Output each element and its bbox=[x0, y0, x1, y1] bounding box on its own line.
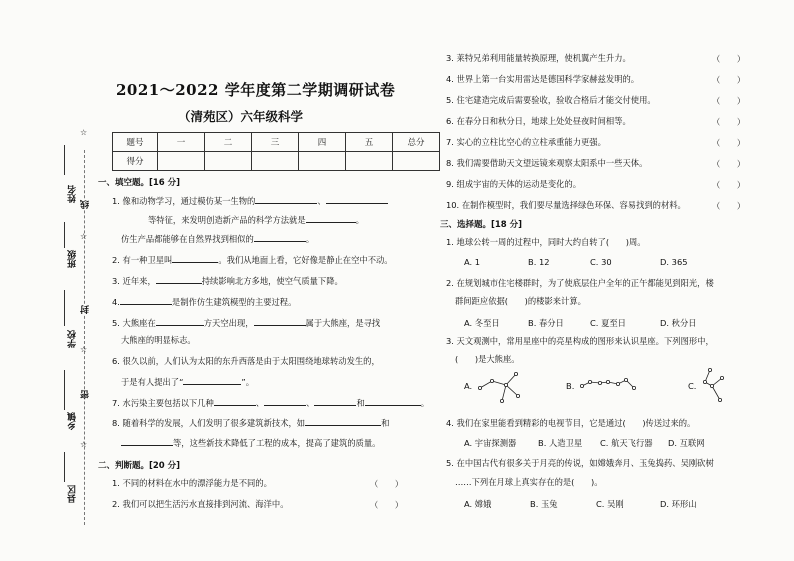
s1-q2-blank[interactable] bbox=[172, 253, 218, 263]
s1-q1-text-a: 1. 像和动物学习，通过模仿某一生物的 bbox=[112, 196, 256, 206]
s1-q5-text-a: 5. 大熊座在 bbox=[112, 318, 156, 328]
s3-q2-opt-b[interactable]: B. 春分日 bbox=[528, 318, 564, 328]
s3-q1-opt-a[interactable]: A. 1 bbox=[464, 257, 481, 267]
score-cell[interactable] bbox=[158, 152, 205, 171]
s3-q4: 4. 我们在家里能看到精彩的电视节目，它是通过( )传送过来的。 bbox=[446, 418, 696, 428]
s1-q2-text-b: 。我们从地面上看，它好像是静止在空中不动。 bbox=[218, 255, 393, 265]
s1-q5-line2: 大熊座的明显标志。 bbox=[121, 335, 196, 345]
s1-q4 bbox=[112, 295, 296, 308]
s2-q6-answer[interactable]: （ ） bbox=[712, 117, 746, 127]
name-label: 姓名 bbox=[68, 185, 78, 203]
s1-q8-text-a: 8. 随着科学的发展，人们发明了很多建筑新技术，如 bbox=[112, 418, 306, 428]
s3-q3-line2: ( )是大熊座。 bbox=[455, 354, 520, 364]
section3-heading: 三、选择题。[18 分] bbox=[440, 220, 523, 230]
s1-q7-text-b: 和 bbox=[356, 398, 365, 408]
s3-q1: 1. 地球公转一周的过程中，同时大约自转了( )周。 bbox=[446, 237, 646, 247]
score-table bbox=[112, 132, 440, 171]
s1-q1-line3: 仿生产品都能够在自然界找到相似的 。 bbox=[121, 234, 315, 244]
score-header-cell: 五 bbox=[346, 133, 393, 152]
s3-q1-opt-b[interactable]: B. 12 bbox=[528, 257, 550, 267]
s1-q8-blank-1[interactable] bbox=[305, 416, 381, 426]
s2-q3-answer[interactable]: （ ） bbox=[712, 54, 746, 64]
s2-q2: 2. 我们可以把生活污水直接排到河流、海洋中。 bbox=[112, 499, 289, 509]
s1-q3-blank[interactable] bbox=[156, 274, 202, 284]
s2-q5: 5. 住宅建造完成后需要验收，验收合格后才能交付使用。 bbox=[446, 95, 656, 105]
s2-q4-answer[interactable]: （ ） bbox=[712, 75, 746, 85]
star-mark-3: ☆ bbox=[80, 345, 88, 354]
score-cell[interactable] bbox=[252, 152, 299, 171]
star-mark-4: ☆ bbox=[80, 440, 88, 449]
s3-q2-line2: 群间距应依据( )的楼影来计算。 bbox=[455, 296, 586, 306]
score-header-cell: 一 bbox=[158, 133, 205, 152]
s1-q2-text-a: 2. 有一种卫星叫 bbox=[112, 255, 173, 265]
s1-q7-text-a: 7. 水污染主要包括以下几种 bbox=[112, 398, 214, 408]
s1-q1-blank-4[interactable] bbox=[254, 232, 306, 242]
s3-q1-opt-d[interactable]: D. 365 bbox=[660, 257, 688, 267]
s1-q5-blank-1[interactable] bbox=[156, 316, 204, 326]
s2-q3: 3. 莱特兄弟利用能量转换原理，使机翼产生升力。 bbox=[446, 53, 631, 63]
school-label: 学校 bbox=[68, 330, 78, 348]
secret-mark: 密 bbox=[81, 390, 91, 399]
star-mark-1: ☆ bbox=[80, 128, 88, 137]
score-cell[interactable] bbox=[393, 152, 440, 171]
s3-q4-opt-b[interactable]: B. 人造卫星 bbox=[538, 438, 583, 448]
score-header-cell: 总分 bbox=[393, 133, 440, 152]
s1-q1-blank-1[interactable] bbox=[255, 194, 317, 204]
s1-q1-text-b: 等特征，来发明创造新产品的科学方法就是 bbox=[148, 215, 306, 225]
section2-heading: 二、判断题。[20 分] bbox=[98, 461, 181, 471]
s3-q5-opt-d[interactable]: D. 环形山 bbox=[660, 499, 697, 509]
constellation-a-icon bbox=[476, 368, 522, 408]
s1-q3-text-b: 持续影响北方多地，使空气质量下降。 bbox=[201, 276, 343, 286]
s1-q6-line1: 6. 很久以前，人们认为太阳的东升西落是由于太阳围绕地球转动发生的， bbox=[112, 356, 380, 366]
score-cell[interactable] bbox=[346, 152, 393, 171]
s1-q4-text-a: 4. bbox=[112, 297, 120, 307]
s3-q5-opt-a[interactable]: A. 嫦娥 bbox=[464, 499, 492, 509]
s3-q1-opt-c[interactable]: C. 30 bbox=[590, 257, 612, 267]
s1-q5-blank-2[interactable] bbox=[254, 316, 306, 326]
s3-q2-line1: 2. 在规划城市住宅楼群时，为了使底层住户全年的正午都能见到阳光，楼 bbox=[446, 278, 714, 288]
s3-q5-opt-b[interactable]: B. 玉兔 bbox=[530, 499, 558, 509]
s1-q3-text-a: 3. 近年来， bbox=[112, 276, 156, 286]
s1-q1-blank-2[interactable] bbox=[326, 194, 388, 204]
s2-q7-answer[interactable]: （ ） bbox=[712, 138, 746, 148]
s2-q9: 9. 组成宇宙的天体的运动是变化的。 bbox=[446, 179, 582, 189]
s1-q8-line1 bbox=[112, 416, 389, 429]
town-label: 乡镇 bbox=[68, 412, 78, 430]
score-header-cell: 三 bbox=[252, 133, 299, 152]
s2-q1-answer[interactable]: （ ） bbox=[370, 479, 404, 489]
score-header-cell: 题号 bbox=[113, 133, 158, 152]
s1-q5-line1 bbox=[112, 316, 380, 329]
score-header-cell: 四 bbox=[299, 133, 346, 152]
s3-q3-opt-c[interactable]: C. bbox=[688, 381, 697, 391]
s1-q7-blank-4[interactable] bbox=[365, 396, 421, 406]
s1-q1-line2: 等特征，来发明创造新产品的科学方法就是 。 bbox=[148, 215, 364, 225]
section1-heading: 一、填空题。[16 分] bbox=[98, 178, 181, 188]
s1-q8-line2 bbox=[121, 436, 380, 449]
s1-q5-text-c: 属于大熊座，是寻找 bbox=[305, 318, 381, 328]
constellation-c-icon bbox=[700, 366, 730, 406]
s2-q9-answer[interactable]: （ ） bbox=[712, 180, 746, 190]
s2-q6: 6. 在春分日和秋分日，地球上处处昼夜时间相等。 bbox=[446, 116, 631, 126]
s3-q2-opt-c[interactable]: C. 夏至日 bbox=[590, 318, 626, 328]
s2-q5-answer[interactable]: （ ） bbox=[712, 96, 746, 106]
s1-q1-text-c: 仿生产品都能够在自然界找到相似的 bbox=[121, 234, 254, 244]
s3-q2-opt-d[interactable]: D. 秋分日 bbox=[660, 318, 697, 328]
s1-q6-text-c: ”。 bbox=[241, 377, 254, 387]
s3-q4-opt-c[interactable]: C. 航天飞行器 bbox=[600, 438, 653, 448]
county-label: 县区 bbox=[68, 485, 78, 503]
school-blank-line bbox=[64, 290, 65, 326]
s3-q4-opt-d[interactable]: D. 互联网 bbox=[668, 438, 705, 448]
s1-q6-blank[interactable] bbox=[183, 375, 241, 385]
s1-q4-blank[interactable] bbox=[120, 295, 172, 305]
score-header-cell: 二 bbox=[205, 133, 252, 152]
s1-q2 bbox=[112, 253, 393, 266]
s3-q3-opt-b[interactable]: B. bbox=[566, 381, 575, 391]
s2-q8: 8. 我们需要借助天文望远镜来观察太阳系中一些天体。 bbox=[446, 158, 648, 168]
star-mark-2: ☆ bbox=[80, 232, 88, 241]
exam-title: 2021～2022 学年度第二学期调研试卷 bbox=[116, 81, 396, 99]
s1-q8-text-c: 等，这些新技术降低了工程的成本，提高了建筑的质量。 bbox=[173, 438, 381, 448]
county-blank-line bbox=[64, 452, 65, 482]
class-blank-line bbox=[64, 222, 65, 248]
s2-q7: 7. 实心的立柱比空心的立柱承重能力更强。 bbox=[446, 137, 606, 147]
s2-q8-answer[interactable]: （ ） bbox=[712, 159, 746, 169]
s3-q3-line1: 3. 天文观测中，常用星座中的亮星构成的图形来认识星座。下列图形中， bbox=[446, 336, 714, 346]
s3-q3-opt-a[interactable]: A. bbox=[464, 381, 473, 391]
seal-mark: 封 bbox=[81, 305, 91, 314]
s1-q5-text-b: 方天空出现， bbox=[203, 318, 254, 328]
s1-q3 bbox=[112, 274, 343, 287]
score-cell[interactable] bbox=[299, 152, 346, 171]
s2-q2-answer[interactable]: （ ） bbox=[370, 500, 404, 510]
s2-q10: 10. 在制作模型时，我们要尽量选择绿色环保、容易找到的材料。 bbox=[446, 200, 686, 210]
s3-q5-line2: ……下列在月球上真实存在的是( )。 bbox=[455, 477, 603, 487]
s3-q5-line1: 5. 在中国古代有很多关于月亮的传说，如嫦娥奔月、玉兔捣药、吴刚砍树 bbox=[446, 458, 714, 468]
s1-q6-text-b: 于是有人提出了“ bbox=[121, 377, 184, 387]
s2-q1: 1. 不同的材料在水中的漂浮能力是不同的。 bbox=[112, 478, 272, 488]
s2-q4: 4. 世界上第一台实用雷达是德国科学家赫兹发明的。 bbox=[446, 74, 640, 84]
s1-q8-blank-2[interactable] bbox=[121, 436, 173, 446]
s1-q8-text-b: 和 bbox=[381, 418, 390, 428]
score-row-label: 得分 bbox=[113, 152, 158, 171]
s1-q1-blank-3[interactable] bbox=[306, 213, 356, 223]
town-blank-line bbox=[64, 370, 65, 410]
s2-q10-answer[interactable]: （ ） bbox=[712, 201, 746, 211]
class-label: 班级 bbox=[68, 250, 78, 268]
s3-q4-opt-a[interactable]: A. 宇宙探测器 bbox=[464, 438, 517, 448]
s1-q1-line1: 1. 像和动物学习，通过模仿某一生物的 、 bbox=[112, 194, 388, 207]
s1-q7-blank-1[interactable] bbox=[214, 396, 256, 406]
constellation-b-icon bbox=[578, 372, 640, 394]
s1-q7-blank-3[interactable] bbox=[314, 396, 356, 406]
name-blank-line bbox=[64, 145, 65, 175]
s3-q2-opt-a[interactable]: A. 冬至日 bbox=[464, 318, 500, 328]
line-mark: 线 bbox=[81, 200, 91, 209]
exam-subtitle: （清苑区）六年级科学 bbox=[178, 109, 304, 124]
s3-q5-opt-c[interactable]: C. 吴刚 bbox=[596, 499, 624, 509]
s1-q4-text-b: 是制作仿生建筑模型的主要过程。 bbox=[171, 297, 297, 307]
score-cell[interactable] bbox=[205, 152, 252, 171]
s1-q7: 7. 水污染主要包括以下几种 、 、 和 。 bbox=[112, 398, 430, 408]
s1-q7-blank-2[interactable] bbox=[264, 396, 306, 406]
s1-q6-line2 bbox=[121, 375, 254, 388]
